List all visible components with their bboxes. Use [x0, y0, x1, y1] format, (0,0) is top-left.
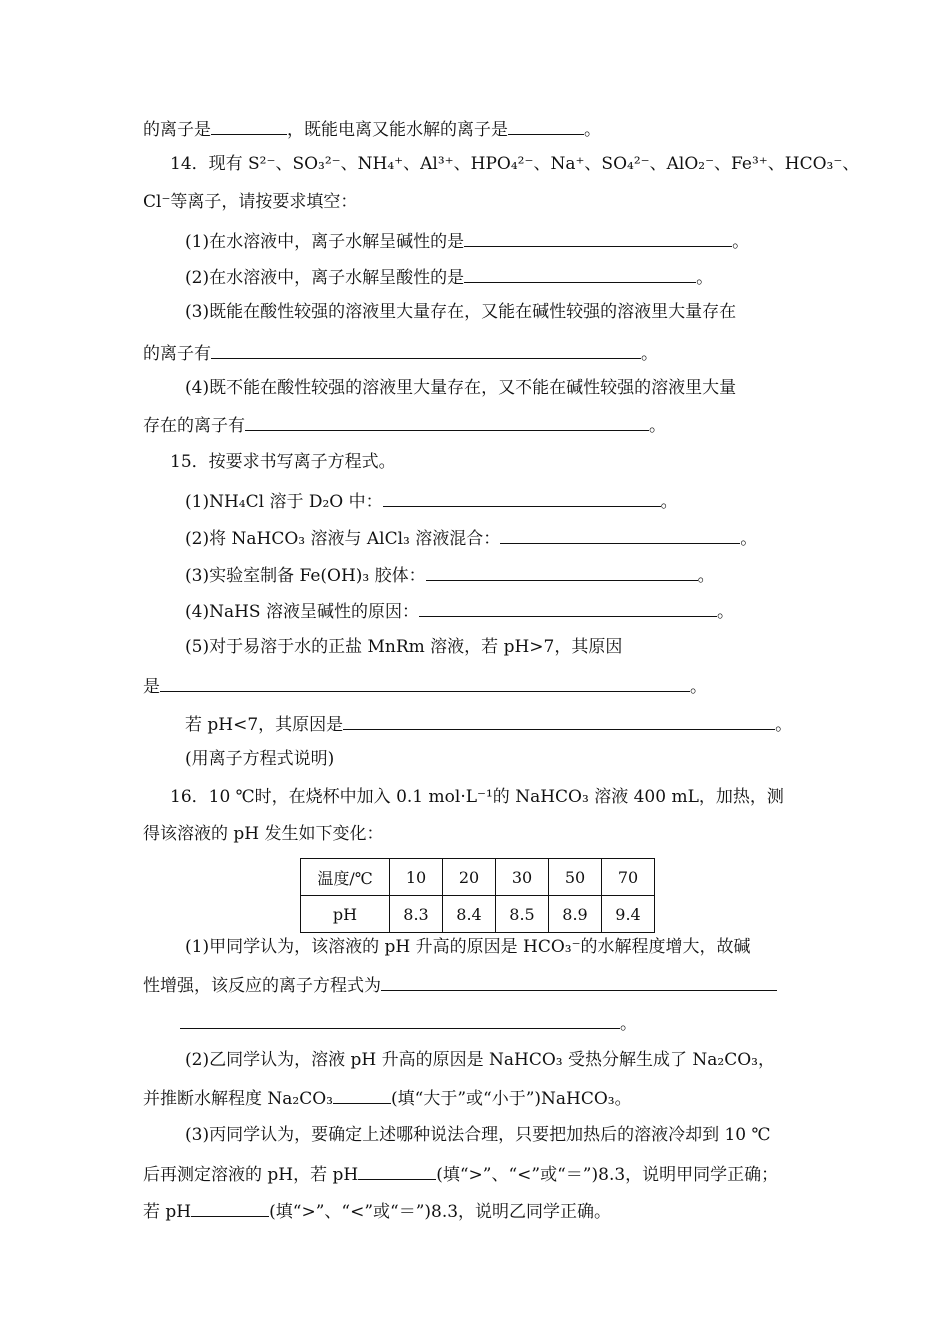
table-row [301, 896, 655, 933]
q16-intro: 16．10 ℃时，在烧杯中加入 0.1 mol·L⁻¹的 NaHCO₃ 溶液 400 mL，加热，测 [170, 787, 784, 807]
q15-p1 [185, 488, 678, 514]
q15-p7: (用离子方程式说明) [185, 749, 335, 769]
q15-p5b [143, 673, 707, 699]
answer-blank[interactable] [464, 228, 732, 247]
table-cell: 8.9 [549, 896, 602, 933]
text: 。 [660, 492, 678, 512]
text: (填“>”、“<”或“＝”)8.3，说明乙同学正确。 [269, 1202, 612, 1222]
table-cell: 8.3 [390, 896, 443, 933]
table-cell: 30 [496, 859, 549, 896]
line-ions-blank [143, 116, 601, 142]
table-cell: 10 [390, 859, 443, 896]
text: 存在的离子有 [143, 416, 245, 436]
answer-blank[interactable] [333, 1085, 391, 1104]
answer-blank[interactable] [508, 116, 584, 135]
q15-p6 [185, 711, 792, 737]
text: (3)实验室制备 Fe(OH)₃ 胶体： [185, 566, 426, 586]
answer-blank[interactable] [343, 711, 775, 730]
q16-p2b [143, 1085, 632, 1111]
q16-p3b [143, 1161, 778, 1187]
answer-blank[interactable] [191, 1198, 269, 1217]
table-cell: 70 [602, 859, 655, 896]
answer-blank[interactable] [211, 116, 287, 135]
q14-p4a: (4)既不能在酸性较强的溶液里大量存在，又不能在碱性较强的溶液里大量 [185, 378, 737, 398]
q14-intro: 14．现有 S²⁻、SO₃²⁻、NH₄⁺、Al³⁺、HPO₄²⁻、Na⁺、SO₄²⁻、AlO₂⁻、Fe³⁺、HCO₃⁻、 [170, 154, 860, 174]
q16-p2a: (2)乙同学认为，溶液 pH 升高的原因是 NaHCO₃ 受热分解生成了 Na₂CO₃， [185, 1050, 775, 1070]
ph-temperature-table [300, 858, 655, 933]
answer-blank[interactable] [500, 525, 740, 544]
q16-p1b [143, 972, 777, 998]
text: 是 [143, 677, 160, 697]
q14-intro2: Cl⁻等离子，请按要求填空： [143, 192, 358, 212]
text: 性增强，该反应的离子方程式为 [143, 976, 381, 996]
text: 。 [649, 416, 666, 436]
text: 。 [696, 268, 714, 288]
text: 。 [716, 602, 734, 622]
answer-blank[interactable] [358, 1161, 436, 1180]
text: 的离子是 [143, 120, 211, 140]
q16-p3d [143, 1198, 611, 1224]
table-cell: 50 [549, 859, 602, 896]
q16-p3a: (3)丙同学认为，要确定上述哪种说法合理，只要把加热后的溶液冷却到 10 ℃ [185, 1125, 771, 1145]
q16-p1a: (1)甲同学认为，该溶液的 pH 升高的原因是 HCO₃⁻的水解程度增大，故碱 [185, 937, 751, 957]
text: (1)NH₄Cl 溶于 D₂O 中： [185, 492, 383, 512]
q15-intro: 15．按要求书写离子方程式。 [170, 452, 396, 472]
answer-blank[interactable] [245, 412, 649, 431]
q16-p1c [180, 1010, 637, 1036]
q15-p4 [185, 598, 734, 624]
text: 。 [740, 529, 758, 549]
text: ，既能电离又能水解的离子是 [287, 120, 508, 140]
text: 并推断水解程度 Na₂CO₃ [143, 1089, 333, 1109]
text: 。 [620, 1014, 637, 1034]
table-row [301, 859, 655, 896]
text: (4)NaHS 溶液呈碱性的原因： [185, 602, 419, 622]
answer-blank[interactable] [180, 1010, 620, 1029]
answer-blank[interactable] [426, 562, 698, 581]
q14-p2 [185, 264, 713, 290]
answer-blank[interactable] [381, 972, 777, 991]
text: (填“大于”或“小于”)NaHCO₃。 [391, 1089, 632, 1109]
text: 的离子有 [143, 344, 211, 364]
answer-blank[interactable] [211, 340, 641, 359]
text: (1)在水溶液中，离子水解呈碱性的是 [185, 232, 465, 252]
q15-p3 [185, 562, 715, 588]
text: 。 [775, 715, 793, 735]
q14-p1 [185, 228, 749, 254]
table-cell: 8.4 [443, 896, 496, 933]
q15-p2 [185, 525, 757, 551]
answer-blank[interactable] [383, 488, 661, 507]
text: (2)将 NaHCO₃ 溶液与 AlCl₃ 溶液混合： [185, 529, 501, 549]
table-cell: 9.4 [602, 896, 655, 933]
text: 。 [732, 232, 750, 252]
text: 。 [697, 566, 715, 586]
table-cell: pH [301, 896, 390, 933]
text: (填“>”、“<”或“＝”)8.3，说明甲同学正确； [436, 1165, 779, 1185]
text: 。 [690, 677, 707, 697]
q15-p5: (5)对于易溶于水的正盐 MnRm 溶液，若 pH>7，其原因 [185, 637, 623, 657]
text: 后再测定溶液的 pH，若 pH [143, 1165, 359, 1185]
text: (2)在水溶液中，离子水解呈酸性的是 [185, 268, 465, 288]
table-cell: 温度/℃ [301, 859, 390, 896]
text: 。 [641, 344, 658, 364]
q16-intro2: 得该溶液的 pH 发生如下变化： [143, 824, 384, 844]
q14-p3a: (3)既能在酸性较强的溶液里大量存在，又能在碱性较强的溶液里大量存在 [185, 302, 737, 322]
text: 。 [584, 120, 601, 140]
q14-p4b [143, 412, 666, 438]
table-cell: 8.5 [496, 896, 549, 933]
answer-blank[interactable] [160, 673, 690, 692]
answer-blank[interactable] [464, 264, 696, 283]
text: 若 pH [143, 1202, 192, 1222]
q14-p3b [143, 340, 658, 366]
answer-blank[interactable] [419, 598, 717, 617]
table-cell: 20 [443, 859, 496, 896]
text: 若 pH<7，其原因是 [185, 715, 344, 735]
